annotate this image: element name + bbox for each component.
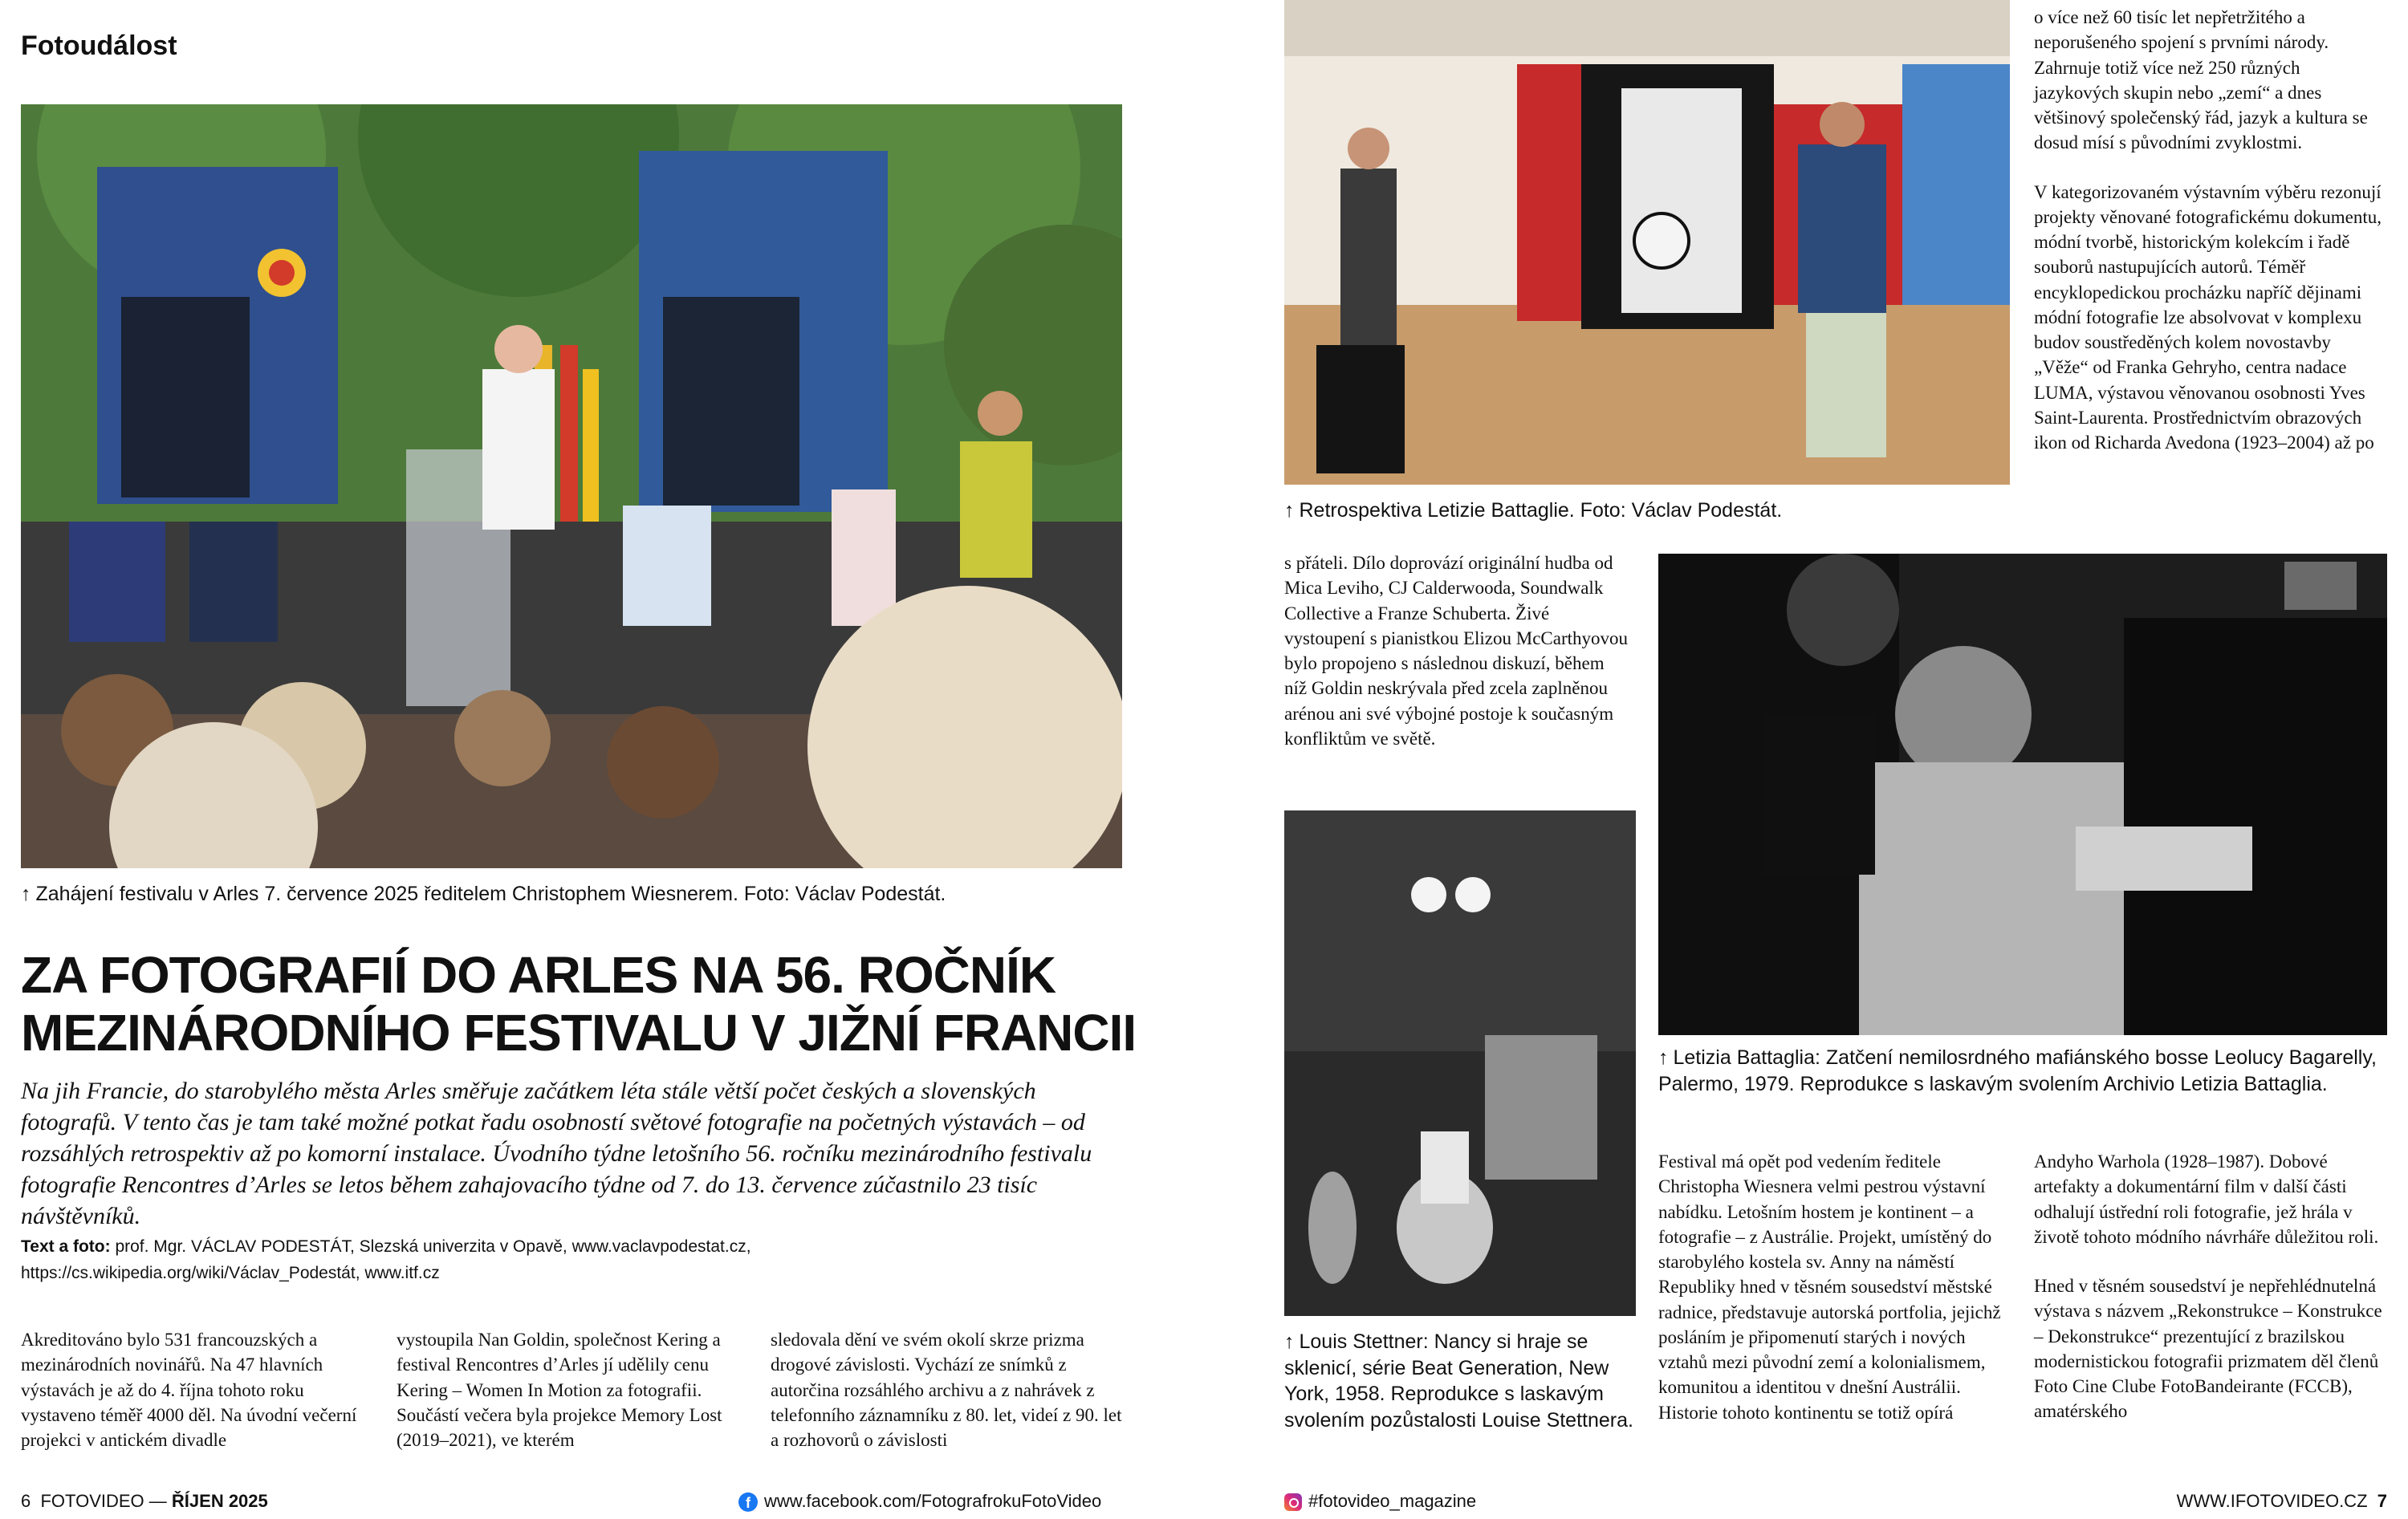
body-column-2: vystoupila Nan Goldin, společnost Kering a festival Rencontres d’Arles jí udělily cenu Kering – Women In Motion za fotografii. Součástí večera byla projekce Memory Lost (2019–2021), ve kterém xyxy=(397,1330,722,1451)
footer-facebook[interactable]: f www.facebook.com/FotografrokuFotoVideo xyxy=(738,1491,1101,1512)
body-column-4: s přáteli. Dílo doprovází originální hudba od Mica Leviho, CJ Calderwooda, Soundwalk Collective a Franze Schuberta. Živé vystoupení s pianistkou Elizou McCarthyovou bylo propojeno s následnou diskuzí, během níž Goldin neskrývala před zcela zaplněnou arénou ani své výbojné postoje k současným konfliktům ve světě. xyxy=(1284,553,1629,749)
photo-battaglia-arrest xyxy=(1658,554,2387,1035)
arrow-up-icon: ↑ xyxy=(1284,499,1295,522)
photo-festival-opening xyxy=(21,104,1122,868)
article-lead: Na jih Francie, do starobylého města Arles směřuje začátkem léta stále větší počet českých a slovenských fotografů. V tento čas je tam také možné potkat řadu osobností světové fotografie na početných výstavách – od rozsáhlých retrospektiv až po komorní instalace. Úvodního týdne letošního 56. ročníku mezinárodního festivalu fotografie Rencontres d’Arles se letos během zahajovacího týdne od 7. do 13. července zúčastnilo 23 tisíc návštěvníků. xyxy=(21,1078,1092,1229)
instagram-icon xyxy=(1284,1493,1302,1511)
footer-right xyxy=(2177,1491,2387,1512)
page-number-left: 6 xyxy=(21,1491,31,1511)
article-credit: Text a foto: prof. Mgr. VÁCLAV PODESTÁT, Slezská univerzita v Opavě, www.vaclavpodestat.cz, https://cs.wikipedia.org/wiki/Václav_Podestát, www.itf.cz xyxy=(21,1237,751,1282)
footer-instagram[interactable]: #fotovideo_magazine xyxy=(1284,1491,1476,1512)
page-number-right: 7 xyxy=(2377,1491,2387,1511)
arrow-up-icon: ↑ xyxy=(1284,1330,1295,1353)
arrow-up-icon: ↑ xyxy=(21,883,31,905)
caption-festival-opening: ↑ Zahájení festivalu v Arles 7. července 2025 ředitelem Christophem Wiesnerem. Foto: Václav Podestát. xyxy=(21,883,946,905)
section-label: Fotoudálost xyxy=(21,30,177,61)
footer-left: 6 FOTOVIDEO — ŘÍJEN 2025 xyxy=(21,1491,268,1511)
body-column-1: Akreditováno bylo 531 francouzských a mezinárodních novinářů. Na 47 hlavních výstavách je až do 4. října tohoto roku vystaveno téměř 4000 děl. Na úvodní večerní projekci v antickém divadle xyxy=(21,1330,357,1451)
website-link[interactable]: WWW.IFOTOVIDEO.CZ xyxy=(2176,1491,2368,1511)
photo-retrospective-graphic xyxy=(1284,0,2010,485)
body-column-5: o více než 60 tisíc let nepřetržitého a neporušeného spojení s prvními národy. Zahrnuje totiž více než 250 různých jazykových skupin nebo „zemí“ a dnes většinový společenský řád, jazyk a kultura se dosud mísí s původními zvyklostmi. V kategorizovaném výstavním výběru rezonují projekty věnované fotografickému dokumentu, módní tvorbě, historickým kolekcím i řadě souborů nastupujících autorů. Téměř encyklopedickou procházku napříč dějinami módní fotografie lze absolvovat v komplexu budov soustředěných kolem novostavby „Věže“ od Franka Gehryho, centra nadace LUMA, výstavou věnovanou osobnosti Yves Saint-Laurenta. Prostřednictvím obrazových ikon od Richarda Avedona (1923–2004) až po xyxy=(2034,7,2382,453)
photo-stettner-graphic xyxy=(1284,810,1636,1316)
photo-retrospective xyxy=(1284,0,2010,485)
caption-stettner: ↑ Louis Stettner: Nancy si hraje se sklenicí, série Beat Generation, New York, 1958. Reprodukce s laskavým svolením pozůstalosti Louise Stettnera. xyxy=(1284,1330,1633,1432)
arrow-up-icon: ↑ xyxy=(1658,1046,1669,1069)
body-column-7: Andyho Warhola (1928–1987). Dobové artefakty a dokumentární film v další části odhalují ústřední roli fotografie, jež hrála v životě tohoto módního návrháře důležitou roli. Hned v těsném sousedství je nepřehlédnutelná výstava s názvem „Rekonstrukce – Konstrukce – Dekonstrukce“ prezentující z brazilskou modernistickou fotografii prizmatem děl členů Foto Cine Clube FotoBandeirante (FCCB), amatérského xyxy=(2034,1151,2382,1422)
caption-battaglia: ↑ Letizia Battaglia: Zatčení nemilosrdného mafiánského bosse Leolucy Bagarelly, Palermo, 1979. Reprodukce s laskavým svolením Archivio Letizia Battaglia. xyxy=(1658,1046,2377,1095)
caption-retrospective: ↑ Retrospektiva Letizie Battaglie. Foto: Václav Podestát. xyxy=(1284,499,1783,522)
body-column-6: Festival má opět pod vedením ředitele Christopha Wiesnera velmi pestrou výstavní nabídku. Letošním hostem je kontinent – a fotografie – z Austrálie. Projekt, umístěný do starobylého kostela sv. Anny na náměstí Republiky hned v těsném sousedství městské radnice, představuje autorská portfolia, jejichž posláním je připomenutí starých i nových vztahů mezi původní zemí a kolonialismem, komunitou a identitou v dnešní Austrálii. Historie tohoto kontinentu se totiž opírá xyxy=(1658,1151,2001,1423)
body-column-3: sledovala dění ve svém okolí skrze prizma drogové závislosti. Vychází ze snímků z autorčina rozsáhlého archivu a z nahrávek z telefonního záznamníku z 80. let, videí z 90. let a rozhovorů o závislosti xyxy=(771,1330,1122,1451)
photo-battaglia-arrest-graphic xyxy=(1658,554,2387,1035)
article-headline: ZA FOTOGRAFIÍ DO ARLES NA 56. ROČNÍK MEZINÁRODNÍHO FESTIVALU V JIŽNÍ FRANCII xyxy=(21,946,1137,1062)
facebook-icon: f xyxy=(738,1493,758,1512)
photo-stettner xyxy=(1284,810,1636,1316)
photo-festival-opening-graphic xyxy=(21,104,1122,868)
